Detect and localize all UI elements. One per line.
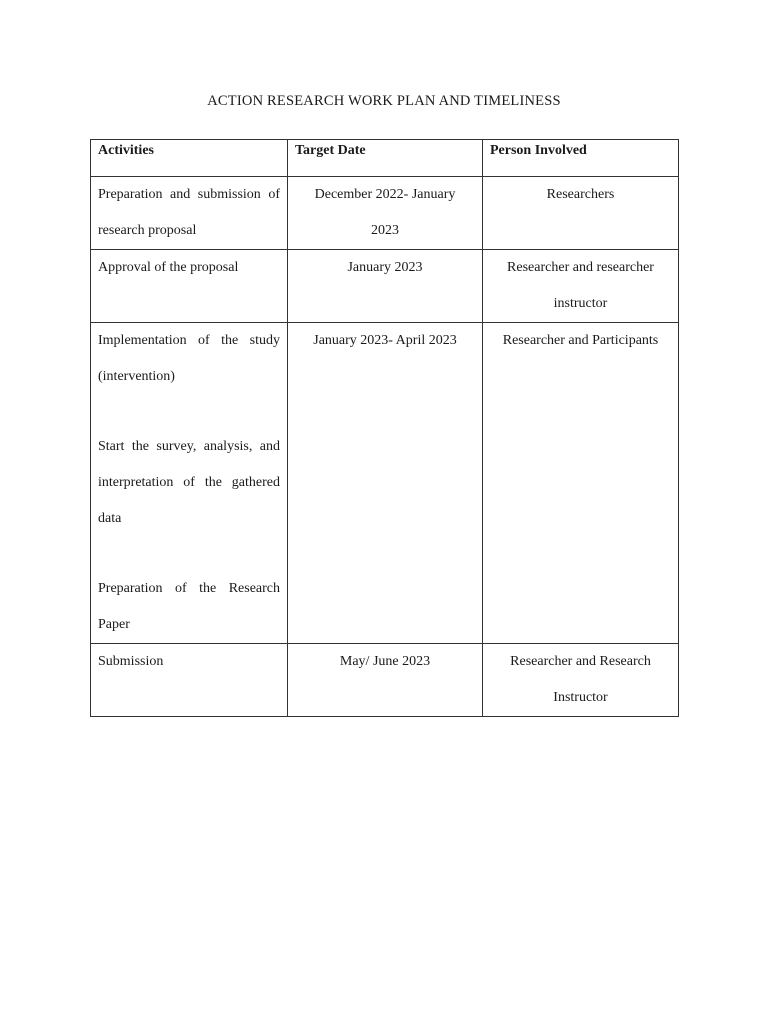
- table-row: [91, 323, 679, 644]
- target-date-line: January 2023- April 2023: [313, 333, 457, 348]
- person-line: Researcher and researcher: [507, 260, 654, 275]
- person-cell: [483, 323, 679, 644]
- header-target-date: Target Date: [288, 140, 483, 177]
- table-header-row: [91, 140, 679, 177]
- person-line: Researchers: [546, 187, 615, 202]
- header-person-involved: Person Involved: [483, 140, 679, 177]
- activity-cell: [91, 177, 288, 250]
- activity-line: Paper: [98, 617, 130, 632]
- target-date-cell: [288, 323, 483, 644]
- target-date-line: January 2023: [347, 260, 423, 275]
- activity-line: Start the survey, analysis, and: [98, 439, 280, 454]
- person-line: Instructor: [553, 690, 608, 705]
- target-date-cell: [288, 644, 483, 717]
- activity-line: research proposal: [98, 223, 197, 238]
- activity-line: Implementation of the study: [98, 333, 280, 348]
- work-plan-table: [90, 139, 679, 717]
- target-date-cell: [288, 177, 483, 250]
- activity-line: data: [98, 511, 122, 526]
- activity-line: Preparation and submission of: [98, 187, 280, 202]
- page-title: ACTION RESEARCH WORK PLAN AND TIMELINESS: [207, 93, 561, 109]
- target-date-cell: [288, 250, 483, 323]
- table-row: [91, 250, 679, 323]
- person-cell: [483, 177, 679, 250]
- table-row: [91, 644, 679, 717]
- person-line: Researcher and Participants: [502, 333, 659, 348]
- person-line: Researcher and Research: [510, 654, 651, 669]
- activity-cell: [91, 250, 288, 323]
- activity-line: interpretation of the gathered: [98, 475, 280, 490]
- target-date-line: 2023: [371, 223, 399, 238]
- target-date-line: May/ June 2023: [339, 654, 431, 669]
- activity-line: Preparation of the Research: [98, 581, 280, 596]
- activity-line: Approval of the proposal: [98, 260, 239, 275]
- header-activities: Activities: [91, 140, 288, 177]
- person-cell: [483, 250, 679, 323]
- person-cell: [483, 644, 679, 717]
- target-date-line: December 2022- January: [314, 187, 456, 202]
- activity-cell: [91, 323, 288, 644]
- activity-line: Submission: [98, 654, 164, 669]
- table-row: [91, 177, 679, 250]
- person-line: instructor: [553, 296, 608, 311]
- activity-cell: [91, 644, 288, 717]
- activity-line: (intervention): [98, 369, 175, 384]
